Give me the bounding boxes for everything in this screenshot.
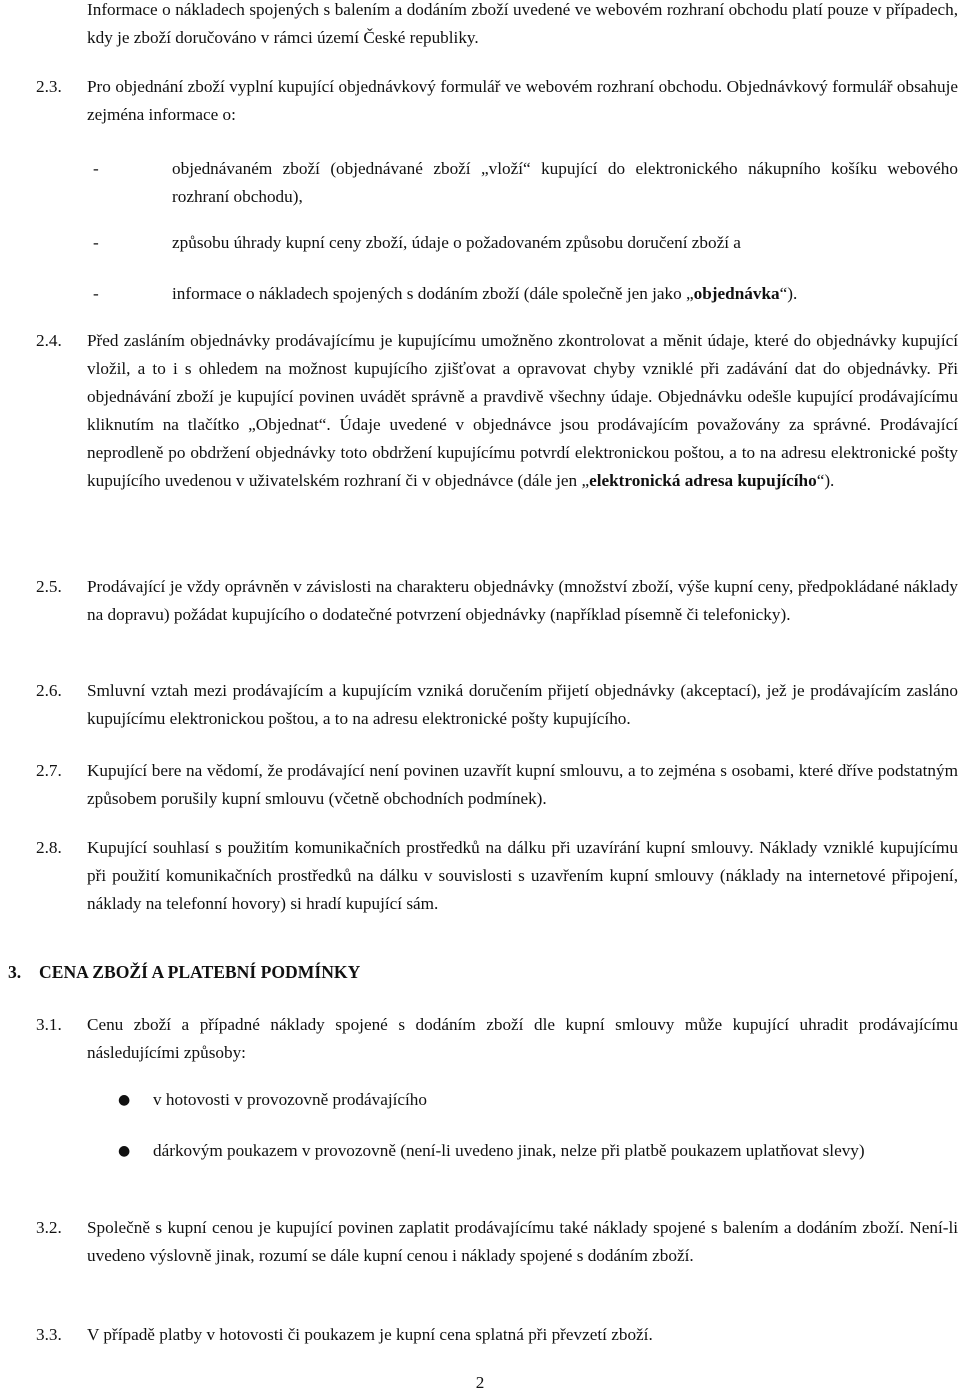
list-item: v hotovosti v provozovně prodávajícího [153, 1090, 427, 1109]
section-text: Kupující bere na vědomí, že prodávající není povinen uzavřít kupní smlouvu, a to zejména s osobami, které dříve podstatným způsobem porušily kupní smlouvu (včetně obchodních podmínek). [87, 761, 958, 808]
defined-term: objednávka [693, 284, 780, 303]
heading-title: CENA ZBOŽÍ A PLATEBNÍ PODMÍNKY [39, 962, 361, 982]
text-run: informace o nákladech spojených s dodáním zboží (dále společně jen jako „ [172, 284, 694, 303]
list-item [172, 280, 958, 308]
section-number: 2.6. [36, 681, 62, 700]
section-text: Kupující souhlasí s použitím komunikačních prostředků na dálku při uzavírání kupní smlouvy. Náklady vzniklé kupujícímu při použití komunikačních prostředků na dálku v souvislosti s uzavřením kupní smlouvy (náklady na internetové připojení, náklady na telefonní hovory) si hradí kupující sám. [87, 838, 958, 913]
section-text: Prodávající je vždy oprávněn v závislosti na charakteru objednávky (množství zboží, výše kupní ceny, předpokládané náklady na dopravu) požádat kupujícího o dodatečné potvrzení objednávky (například písemně či telefonicky). [87, 577, 958, 624]
defined-term: elektronická adresa kupujícího [589, 471, 817, 490]
text-run: “). [816, 471, 835, 490]
text-run: Před zasláním objednávky prodávajícímu je kupujícímu umožněno zkontrolovat a měnit údaje, které do objednávky kupující vložil, a to i s ohledem na možnost kupujícího zjišťovat a opravovat chyby vzniklé při zadávání dat do objednávky. Při objednávání zboží je kupující povinen uvádět správně a pravdivě všechny údaje. Objednávku odešle kupující prodávajícímu kliknutím na tlačítko „Objednat“. Údaje uvedené v objednávce jsou prodávajícím považovány za správné. Prodávající neprodleně po obdržení objednávky toto obdržení kupujícímu potvrdí elektronickou poštou, a to na adresu elektronické pošty kupujícího uvedenou v uživatelském rozhraní či v objednávce (dále jen „ [87, 331, 958, 490]
section-number: 3.2. [36, 1218, 62, 1237]
list-item: dárkovým poukazem v provozovně (není-li uvedeno jinak, nelze při platbě poukazem uplatňovat slevy) [153, 1141, 865, 1160]
section-text: Společně s kupní cenou je kupující povinen zaplatit prodávajícímu také náklady spojené s balením a dodáním zboží. Není-li uvedeno výslovně jinak, rozumí se dále kupní cenou i náklady spojené s dodáním zboží. [87, 1218, 958, 1265]
section-text: Smluvní vztah mezi prodávajícím a kupujícím vzniká doručením přijetí objednávky (akceptací), jež je prodávajícím zasláno kupujícímu elektronickou poštou, a to na adresu elektronické pošty kupujícího. [87, 681, 958, 728]
section-number: 3.1. [36, 1015, 62, 1034]
heading-number: 3. [8, 962, 22, 982]
section-number: 2.7. [36, 761, 62, 780]
section-number: 2.3. [36, 77, 62, 96]
section-number: 2.5. [36, 577, 62, 596]
section-text [87, 327, 958, 495]
page-number: 2 [475, 1373, 485, 1392]
section-text: Pro objednání zboží vyplní kupující objednávkový formulář ve webovém rozhraní obchodu. Objednávkový formulář obsahuje zejména informace o: [87, 77, 958, 124]
list-item: způsobu úhrady kupní ceny zboží, údaje o požadovaném způsobu doručení zboží a [172, 233, 741, 252]
section-text: V případě platby v hotovosti či poukazem je kupní cena splatná při převzetí zboží. [87, 1325, 653, 1344]
list-marker: - [93, 159, 99, 178]
section-number: 2.4. [36, 331, 62, 350]
paragraph-intro: Informace o nákladech spojených s balením a dodáním zboží uvedené ve webovém rozhraní obchodu platí pouze v případech, kdy je zboží doručováno v rámci území České republiky. [87, 0, 958, 47]
list-marker: - [93, 284, 99, 303]
section-number: 3.3. [36, 1325, 62, 1344]
bullet-marker: ● [118, 1092, 131, 1108]
list-item: objednávaném zboží (objednávané zboží „vloží“ kupující do elektronického nákupního košíku webového rozhraní obchodu), [172, 159, 958, 206]
section-text: Cenu zboží a případné náklady spojené s dodáním zboží dle kupní smlouvy může kupující uhradit prodávajícímu následujícími způsoby: [87, 1015, 958, 1062]
list-marker: - [93, 233, 99, 252]
section-number: 2.8. [36, 838, 62, 857]
bullet-marker: ● [118, 1143, 131, 1159]
text-run: “). [779, 284, 798, 303]
